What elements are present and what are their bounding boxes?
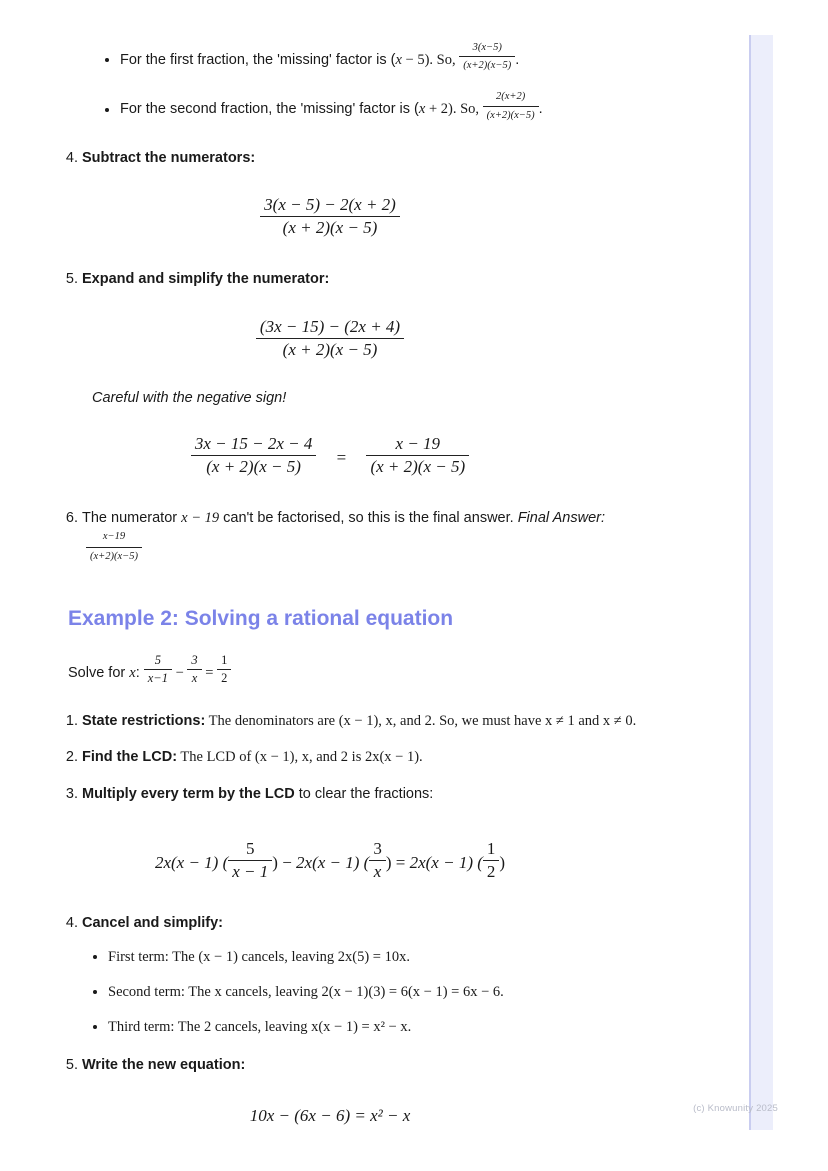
ordered-step <box>82 746 652 768</box>
minus-sign: − <box>171 664 188 681</box>
bullet-mid-text: − 5). So, <box>401 52 460 69</box>
inline-fraction: $\frac{2(x+2)}{(x+2)(x-5)}$ <box>483 89 539 122</box>
page-side-rule <box>749 35 751 1130</box>
term3-coefficient: 2x(x − 1) ( <box>409 853 483 873</box>
list-item: • Second term: The x cancels, leaving 2(x − 1)(3) = 6(x − 1) = 6x − 6. <box>108 982 652 1003</box>
negative-sign-note: Careful with the negative sign! <box>92 389 287 406</box>
step-heading: Subtract the numerators: <box>82 149 256 166</box>
example2-step5-block <box>52 1054 652 1076</box>
example2-steps-block <box>52 710 652 805</box>
bullet-variable: x <box>418 101 426 118</box>
copyright-notice: (c) Knowunity 2025 <box>693 1103 778 1114</box>
step-heading: Multiply every term by the LCD <box>82 785 295 802</box>
step-heading: Find the LCD: <box>82 749 178 766</box>
list-item <box>120 89 652 122</box>
minus-sign: − <box>277 853 297 873</box>
solve-colon: : <box>135 664 144 681</box>
page-side-strip <box>751 35 773 1130</box>
equation-expand-numerator <box>0 317 660 360</box>
equals-sign: = <box>391 853 410 873</box>
term2-coefficient: 2x(x − 1) ( <box>296 853 370 873</box>
fraction-right: $\frac{x - 19}{(x + 2)(x - 5)}$ <box>366 434 469 477</box>
ordered-step <box>82 268 652 290</box>
list-item: • Third term: The 2 cancels, leaving x(x − 1) = x² − x. <box>108 1017 652 1038</box>
equation-multiply-by-lcd: 2x(x − 1) ( $\frac{5}{x - 1}$ ) − 2x(x − 1) ( $\frac{3}{x}$ ) = 2x(x − 1) ( $\frac{1}{2}$ ) <box>154 839 506 882</box>
fraction: $\frac{3(x - 5) - 2(x + 2)}{(x + 2)(x - 5)}$ <box>260 195 400 238</box>
ordered-step <box>82 147 652 169</box>
bullet-mid-text: + 2). So, <box>425 101 483 118</box>
step-4-block <box>52 147 652 169</box>
list-item <box>120 40 652 73</box>
list-item: • First term: The (x − 1) cancels, leaving 2x(5) = 10x. <box>108 947 652 968</box>
fraction: $\frac{5}{x - 1}$ <box>228 839 272 882</box>
step-heading: Write the new equation: <box>82 1056 246 1073</box>
page-title: Example 2: Solving a rational equation <box>68 606 454 630</box>
step-body: The denominators are (x − 1), x, and 2. So, we must have x ≠ 1 and x ≠ 0. <box>205 712 637 729</box>
step-body: The LCD of (x − 1), x, and 2 is 2x(x − 1). <box>177 749 423 766</box>
step-heading: State restrictions: <box>82 712 206 729</box>
step-heading: Expand and simplify the numerator: <box>82 271 330 288</box>
final-answer-fraction: $\frac{x-19}{(x+2)(x-5)}$ <box>86 529 142 565</box>
equals-sign: = <box>336 447 347 467</box>
ordered-step <box>82 507 652 565</box>
fraction: $\frac{(3x - 15) - (2x + 4)}{(x + 2)(x - 5)}$ <box>256 317 404 360</box>
step-body: to clear the fractions: <box>294 785 434 802</box>
term1-coefficient: 2x(x − 1) ( <box>154 853 229 873</box>
bullet-tail-text: . <box>515 52 520 69</box>
ordered-step <box>82 912 652 1038</box>
ordered-step <box>82 783 652 805</box>
solve-prompt <box>68 653 700 686</box>
step-heading: Cancel and simplify: <box>82 915 224 932</box>
equals-sign: = <box>201 664 218 681</box>
bullet-lead-text: For the second fraction, the 'missing' factor is ( <box>120 101 419 118</box>
ordered-step <box>82 1054 652 1076</box>
equation-subtract-numerators <box>0 195 660 238</box>
ordered-step <box>82 710 652 732</box>
example2-step4-block <box>52 912 652 1038</box>
inline-fraction: $\frac{1}{2}$ <box>217 653 231 686</box>
missing-factor-bullets <box>92 40 652 123</box>
bullet-lead-text: For the first fraction, the 'missing' factor is ( <box>120 52 396 69</box>
step-text-before: The numerator <box>82 509 182 526</box>
bullet-variable: x <box>395 52 402 69</box>
inline-fraction: $\frac{3}{x}$ <box>187 653 201 686</box>
equation-simplified-result <box>0 434 660 477</box>
fraction: $\frac{1}{2}$ <box>483 839 500 882</box>
step-expression: x − 19 <box>181 509 220 526</box>
inline-fraction: $\frac{5}{x-1}$ <box>144 653 172 686</box>
step-text-after: can't be factorised, so this is the final answer. <box>219 509 518 526</box>
bullet-tail-text: . <box>538 101 543 118</box>
step-6-block <box>52 507 652 565</box>
final-answer-label: Final Answer: <box>517 509 605 526</box>
solve-label: Solve for <box>68 664 130 681</box>
equation-new-equation: 10x − (6x − 6) = x² − x <box>249 1106 411 1126</box>
inline-fraction: $\frac{3(x-5)}{(x+2)(x-5)}$ <box>459 40 515 73</box>
step-5-block <box>52 268 652 290</box>
fraction-left: $\frac{3x - 15 - 2x - 4}{(x + 2)(x - 5)}$ <box>191 434 317 477</box>
fraction: $\frac{3}{x}$ <box>369 839 386 882</box>
solve-variable: x <box>129 664 136 681</box>
